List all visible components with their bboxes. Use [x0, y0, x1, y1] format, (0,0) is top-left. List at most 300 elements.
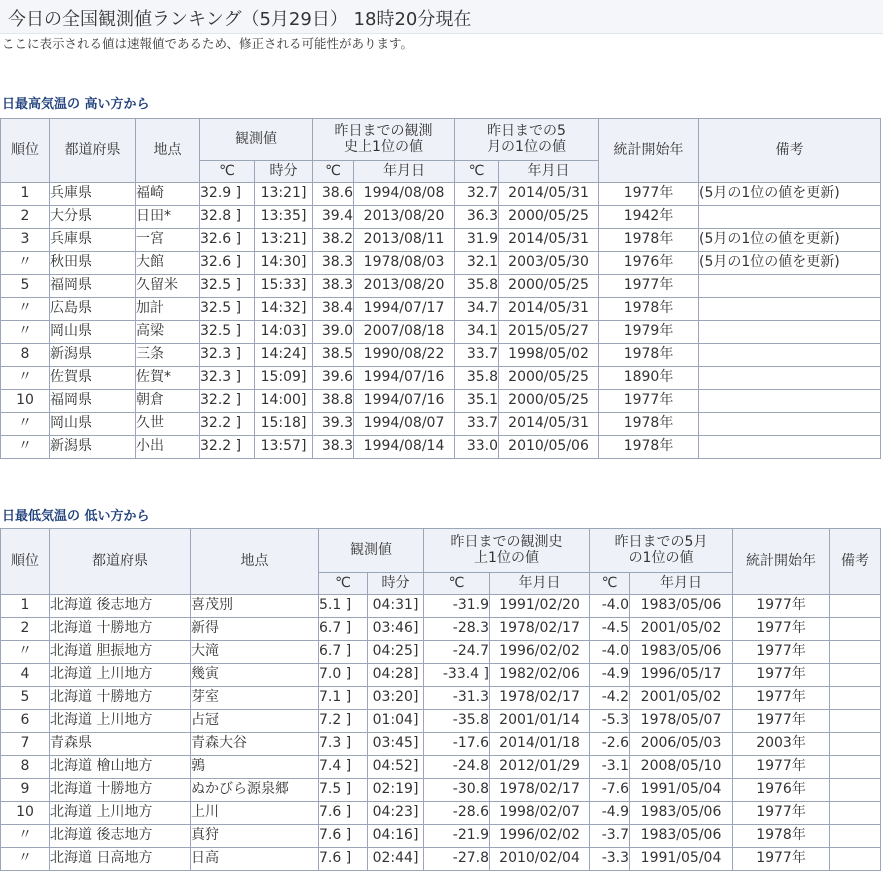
observed-time-cell: 04:16] [368, 825, 424, 848]
prefecture-cell: 北海道 胆振地方 [50, 641, 191, 664]
rank-cell: 〃 [1, 436, 50, 459]
month-record-temp-cell: -7.6 [590, 779, 630, 802]
prefecture-cell: 福岡県 [50, 275, 136, 298]
record-date-cell: 1990/08/22 [354, 344, 455, 367]
rank-cell: 5 [1, 687, 50, 710]
table-row [1, 344, 881, 367]
table-row [1, 321, 881, 344]
month-record-date-cell: 1983/05/06 [630, 641, 733, 664]
header-rank: 順位 [1, 529, 50, 595]
start-year-cell: 1978年 [599, 229, 699, 252]
prefecture-cell: 広島県 [50, 298, 136, 321]
observed-time-cell: 02:44] [368, 848, 424, 871]
remarks-cell [830, 848, 881, 871]
header-start-year: 統計開始年 [599, 119, 699, 183]
place-cell: 朝倉 [136, 390, 200, 413]
header-sub-month-date: 年月日 [499, 161, 599, 183]
record-temp-cell: 38.4 [313, 298, 354, 321]
table-row [1, 298, 881, 321]
rank-cell: 9 [1, 779, 50, 802]
prefecture-cell: 大分県 [50, 206, 136, 229]
rank-cell: 〃 [1, 413, 50, 436]
observed-temp-cell: 32.2 ] [200, 436, 255, 459]
remarks-cell [699, 367, 881, 390]
record-date-cell: 1978/02/17 [490, 618, 590, 641]
place-cell: 一宮 [136, 229, 200, 252]
record-temp-cell: -24.8 [424, 756, 490, 779]
record-date-cell: 1994/07/16 [354, 367, 455, 390]
month-record-date-cell: 2014/05/31 [499, 229, 599, 252]
rank-cell: 〃 [1, 367, 50, 390]
record-temp-cell: 39.0 [313, 321, 354, 344]
month-record-temp-cell: 32.7 [455, 183, 499, 206]
observed-temp-cell: 7.2 ] [319, 710, 368, 733]
observed-time-cell: 03:45] [368, 733, 424, 756]
month-record-temp-cell: 36.3 [455, 206, 499, 229]
high-temp-table [0, 118, 881, 459]
rank-cell: 〃 [1, 321, 50, 344]
month-record-temp-cell: -4.9 [590, 664, 630, 687]
record-temp-cell: -17.6 [424, 733, 490, 756]
rank-cell: 2 [1, 618, 50, 641]
observed-time-cell: 02:19] [368, 779, 424, 802]
rank-cell: 3 [1, 229, 50, 252]
place-cell: ぬかびら源泉郷 [191, 779, 319, 802]
remarks-cell [699, 206, 881, 229]
observed-temp-cell: 6.7 ] [319, 618, 368, 641]
observed-time-cell: 04:52] [368, 756, 424, 779]
table-row [1, 802, 881, 825]
prefecture-cell: 北海道 十勝地方 [50, 687, 191, 710]
header-rank: 順位 [1, 119, 50, 183]
table-row [1, 687, 881, 710]
start-year-cell: 1976年 [733, 779, 830, 802]
start-year-cell: 1977年 [599, 275, 699, 298]
record-temp-cell: -28.6 [424, 802, 490, 825]
header-prefecture: 都道府県 [50, 119, 136, 183]
place-cell: 真狩 [191, 825, 319, 848]
prefecture-cell: 佐賀県 [50, 367, 136, 390]
start-year-cell: 1978年 [599, 298, 699, 321]
table-row [1, 848, 881, 871]
observed-temp-cell: 32.6 ] [200, 229, 255, 252]
observed-temp-cell: 7.5 ] [319, 779, 368, 802]
observed-temp-cell: 32.2 ] [200, 413, 255, 436]
observed-time-cell: 04:25] [368, 641, 424, 664]
observed-temp-cell: 7.1 ] [319, 687, 368, 710]
observed-temp-cell: 32.9 ] [200, 183, 255, 206]
place-cell: 新得 [191, 618, 319, 641]
table-row [1, 756, 881, 779]
observed-temp-cell: 32.2 ] [200, 390, 255, 413]
header-record-all: 昨日までの観測史上1位の値 [424, 529, 590, 573]
header-remarks: 備考 [830, 529, 881, 595]
prefecture-cell: 秋田県 [50, 252, 136, 275]
record-temp-cell: -27.8 [424, 848, 490, 871]
rank-cell: 8 [1, 344, 50, 367]
prefecture-cell: 兵庫県 [50, 229, 136, 252]
remarks-cell: (5月の1位の値を更新) [699, 229, 881, 252]
record-temp-cell: -28.3 [424, 618, 490, 641]
month-record-temp-cell: -3.7 [590, 825, 630, 848]
observed-time-cell: 13:35] [255, 206, 313, 229]
header-observed: 観測値 [200, 119, 313, 161]
table-row [1, 436, 881, 459]
observed-temp-cell: 32.5 ] [200, 321, 255, 344]
prefecture-cell: 北海道 後志地方 [50, 595, 191, 618]
place-cell: 鶉 [191, 756, 319, 779]
month-record-date-cell: 2006/05/03 [630, 733, 733, 756]
start-year-cell: 1890年 [599, 367, 699, 390]
month-record-date-cell: 1978/05/07 [630, 710, 733, 733]
month-record-temp-cell: 35.1 [455, 390, 499, 413]
month-record-date-cell: 2014/05/31 [499, 183, 599, 206]
prefecture-cell: 北海道 上川地方 [50, 710, 191, 733]
month-record-temp-cell: 35.8 [455, 367, 499, 390]
observed-time-cell: 14:03] [255, 321, 313, 344]
table-row [1, 275, 881, 298]
observed-temp-cell: 7.6 ] [319, 848, 368, 871]
record-temp-cell: 38.2 [313, 229, 354, 252]
month-record-date-cell: 1983/05/06 [630, 802, 733, 825]
record-temp-cell: 38.5 [313, 344, 354, 367]
month-record-temp-cell: -5.3 [590, 710, 630, 733]
table-row [1, 206, 881, 229]
observed-time-cell: 03:46] [368, 618, 424, 641]
month-record-date-cell: 1998/05/02 [499, 344, 599, 367]
observed-time-cell: 04:28] [368, 664, 424, 687]
header-prefecture: 都道府県 [50, 529, 191, 595]
prefecture-cell: 兵庫県 [50, 183, 136, 206]
place-cell: 上川 [191, 802, 319, 825]
month-record-temp-cell: 33.7 [455, 413, 499, 436]
observed-time-cell: 14:24] [255, 344, 313, 367]
header-place: 地点 [191, 529, 319, 595]
record-temp-cell: -31.9 [424, 595, 490, 618]
record-date-cell: 2001/01/14 [490, 710, 590, 733]
table-row [1, 413, 881, 436]
observed-time-cell: 01:04] [368, 710, 424, 733]
month-record-date-cell: 2015/05/27 [499, 321, 599, 344]
start-year-cell: 1977年 [733, 595, 830, 618]
place-cell: 日高 [191, 848, 319, 871]
rank-cell: 7 [1, 733, 50, 756]
remarks-cell [699, 298, 881, 321]
observed-time-cell: 13:57] [255, 436, 313, 459]
record-date-cell: 1994/07/17 [354, 298, 455, 321]
record-date-cell: 1994/07/16 [354, 390, 455, 413]
remarks-cell [699, 436, 881, 459]
start-year-cell: 1978年 [599, 413, 699, 436]
start-year-cell: 1978年 [599, 436, 699, 459]
record-date-cell: 1991/02/20 [490, 595, 590, 618]
start-year-cell: 1976年 [599, 252, 699, 275]
start-year-cell: 1977年 [733, 664, 830, 687]
table-row [1, 825, 881, 848]
observed-time-cell: 14:30] [255, 252, 313, 275]
observed-time-cell: 14:32] [255, 298, 313, 321]
observed-time-cell: 13:21] [255, 183, 313, 206]
observed-temp-cell: 7.4 ] [319, 756, 368, 779]
record-date-cell: 2013/08/20 [354, 275, 455, 298]
prefecture-cell: 北海道 上川地方 [50, 802, 191, 825]
observed-temp-cell: 32.6 ] [200, 252, 255, 275]
month-record-temp-cell: 32.1 [455, 252, 499, 275]
remarks-cell [830, 595, 881, 618]
record-temp-cell: -35.8 [424, 710, 490, 733]
record-date-cell: 2013/08/20 [354, 206, 455, 229]
table-row [1, 390, 881, 413]
record-date-cell: 1978/02/17 [490, 779, 590, 802]
start-year-cell: 1942年 [599, 206, 699, 229]
place-cell: 久世 [136, 413, 200, 436]
observed-time-cell: 15:33] [255, 275, 313, 298]
observed-time-cell: 13:21] [255, 229, 313, 252]
rank-cell: 6 [1, 710, 50, 733]
header-sub-month-temp: ℃ [455, 161, 499, 183]
record-temp-cell: -24.7 [424, 641, 490, 664]
start-year-cell: 1977年 [733, 802, 830, 825]
month-record-temp-cell: 34.1 [455, 321, 499, 344]
start-year-cell: 1977年 [733, 687, 830, 710]
header-sub-month-temp: ℃ [590, 573, 630, 595]
record-temp-cell: 38.3 [313, 252, 354, 275]
header-sub-temp: ℃ [200, 161, 255, 183]
observed-time-cell: 15:09] [255, 367, 313, 390]
prefecture-cell: 北海道 日高地方 [50, 848, 191, 871]
record-date-cell: 1996/02/02 [490, 825, 590, 848]
observed-time-cell: 14:00] [255, 390, 313, 413]
record-date-cell: 1978/02/17 [490, 687, 590, 710]
month-record-temp-cell: 31.9 [455, 229, 499, 252]
month-record-temp-cell: 33.7 [455, 344, 499, 367]
record-date-cell: 2013/08/11 [354, 229, 455, 252]
month-record-date-cell: 1983/05/06 [630, 825, 733, 848]
table-row [1, 595, 881, 618]
rank-cell: 〃 [1, 848, 50, 871]
record-date-cell: 2007/08/18 [354, 321, 455, 344]
table-row [1, 618, 881, 641]
observed-temp-cell: 5.1 ] [319, 595, 368, 618]
observed-temp-cell: 32.3 ] [200, 367, 255, 390]
header-sub-record-date: 年月日 [490, 573, 590, 595]
header-observed: 観測値 [319, 529, 424, 573]
record-date-cell: 1978/08/03 [354, 252, 455, 275]
place-cell: 大滝 [191, 641, 319, 664]
month-record-date-cell: 1991/05/04 [630, 779, 733, 802]
header-start-year: 統計開始年 [733, 529, 830, 595]
header-place: 地点 [136, 119, 200, 183]
observed-temp-cell: 7.6 ] [319, 825, 368, 848]
remarks-cell [699, 321, 881, 344]
header-sub-record-temp: ℃ [313, 161, 354, 183]
observed-time-cell: 04:23] [368, 802, 424, 825]
table-row [1, 779, 881, 802]
record-date-cell: 2012/01/29 [490, 756, 590, 779]
place-cell: 佐賀* [136, 367, 200, 390]
start-year-cell: 1977年 [599, 390, 699, 413]
month-record-date-cell: 2001/05/02 [630, 618, 733, 641]
table-row [1, 367, 881, 390]
observed-temp-cell: 32.5 ] [200, 298, 255, 321]
record-date-cell: 1994/08/08 [354, 183, 455, 206]
disclaimer-note: ここに表示される値は速報値であるため、修正される可能性があります。 [2, 36, 414, 51]
prefecture-cell: 岡山県 [50, 321, 136, 344]
month-record-date-cell: 2014/05/31 [499, 413, 599, 436]
remarks-cell [830, 756, 881, 779]
start-year-cell: 1978年 [733, 825, 830, 848]
record-date-cell: 2014/01/18 [490, 733, 590, 756]
remarks-cell [699, 275, 881, 298]
rank-cell: 10 [1, 390, 50, 413]
month-record-date-cell: 2000/05/25 [499, 390, 599, 413]
table-row [1, 664, 881, 687]
place-cell: 占冠 [191, 710, 319, 733]
month-record-temp-cell: -2.6 [590, 733, 630, 756]
table-row [1, 710, 881, 733]
record-date-cell: 1982/02/06 [490, 664, 590, 687]
place-cell: 久留米 [136, 275, 200, 298]
place-cell: 加計 [136, 298, 200, 321]
month-record-temp-cell: -3.1 [590, 756, 630, 779]
remarks-cell [830, 733, 881, 756]
start-year-cell: 2003年 [733, 733, 830, 756]
start-year-cell: 1977年 [733, 756, 830, 779]
month-record-temp-cell: -4.0 [590, 641, 630, 664]
record-date-cell: 1994/08/14 [354, 436, 455, 459]
record-date-cell: 2010/02/04 [490, 848, 590, 871]
month-record-temp-cell: 33.0 [455, 436, 499, 459]
remarks-cell [830, 825, 881, 848]
record-temp-cell: 39.3 [313, 413, 354, 436]
place-cell: 幾寅 [191, 664, 319, 687]
table-row [1, 733, 881, 756]
remarks-cell: (5月の1位の値を更新) [699, 252, 881, 275]
month-record-date-cell: 2010/05/06 [499, 436, 599, 459]
table-row [1, 229, 881, 252]
month-record-date-cell: 2003/05/30 [499, 252, 599, 275]
start-year-cell: 1978年 [599, 344, 699, 367]
header-remarks: 備考 [699, 119, 881, 183]
rank-cell: 〃 [1, 825, 50, 848]
observed-temp-cell: 7.0 ] [319, 664, 368, 687]
record-temp-cell: 38.8 [313, 390, 354, 413]
rank-cell: 4 [1, 664, 50, 687]
prefecture-cell: 北海道 十勝地方 [50, 779, 191, 802]
remarks-cell [699, 413, 881, 436]
month-record-date-cell: 2000/05/25 [499, 275, 599, 298]
table-row [1, 641, 881, 664]
observed-temp-cell: 6.7 ] [319, 641, 368, 664]
header-sub-record-date: 年月日 [354, 161, 455, 183]
record-temp-cell: 39.6 [313, 367, 354, 390]
record-temp-cell: -30.8 [424, 779, 490, 802]
month-record-temp-cell: -3.3 [590, 848, 630, 871]
month-record-date-cell: 2014/05/31 [499, 298, 599, 321]
month-record-date-cell: 1983/05/06 [630, 595, 733, 618]
header-record-all: 昨日までの観測史上1位の値 [313, 119, 455, 161]
header-record-month: 昨日までの5月の1位の値 [590, 529, 733, 573]
remarks-cell [830, 618, 881, 641]
rank-cell: 8 [1, 756, 50, 779]
remarks-cell [830, 641, 881, 664]
month-record-date-cell: 1996/05/17 [630, 664, 733, 687]
record-date-cell: 1996/02/02 [490, 641, 590, 664]
month-record-temp-cell: 34.7 [455, 298, 499, 321]
header-sub-time: 時分 [368, 573, 424, 595]
remarks-cell [830, 687, 881, 710]
prefecture-cell: 北海道 上川地方 [50, 664, 191, 687]
rank-cell: 〃 [1, 641, 50, 664]
high-section-title: 日最高気温の 高い方から [2, 97, 150, 112]
remarks-cell [830, 779, 881, 802]
header-sub-temp: ℃ [319, 573, 368, 595]
record-temp-cell: -31.3 [424, 687, 490, 710]
header-record-month: 昨日までの5月の1位の値 [455, 119, 599, 161]
record-temp-cell: 38.3 [313, 275, 354, 298]
low-section-title: 日最低気温の 低い方から [2, 509, 150, 524]
record-temp-cell: 38.6 [313, 183, 354, 206]
prefecture-cell: 青森県 [50, 733, 191, 756]
observed-temp-cell: 32.3 ] [200, 344, 255, 367]
month-record-temp-cell: -4.9 [590, 802, 630, 825]
prefecture-cell: 北海道 十勝地方 [50, 618, 191, 641]
month-record-date-cell: 2001/05/02 [630, 687, 733, 710]
start-year-cell: 1977年 [733, 641, 830, 664]
start-year-cell: 1977年 [733, 618, 830, 641]
place-cell: 日田* [136, 206, 200, 229]
month-record-date-cell: 2000/05/25 [499, 367, 599, 390]
start-year-cell: 1979年 [599, 321, 699, 344]
record-temp-cell: -21.9 [424, 825, 490, 848]
observed-temp-cell: 32.5 ] [200, 275, 255, 298]
page-title: 今日の全国観測値ランキング（5月29日） 18時20分現在 [8, 9, 472, 30]
record-temp-cell: 39.4 [313, 206, 354, 229]
table-row [1, 252, 881, 275]
header-sub-record-temp: ℃ [424, 573, 490, 595]
remarks-cell [830, 664, 881, 687]
record-temp-cell: 38.3 [313, 436, 354, 459]
place-cell: 小出 [136, 436, 200, 459]
observed-temp-cell: 7.6 ] [319, 802, 368, 825]
rank-cell: 1 [1, 595, 50, 618]
observed-temp-cell: 32.8 ] [200, 206, 255, 229]
start-year-cell: 1977年 [733, 848, 830, 871]
observed-time-cell: 04:31] [368, 595, 424, 618]
header-sub-time: 時分 [255, 161, 313, 183]
month-record-date-cell: 2000/05/25 [499, 206, 599, 229]
record-temp-cell: -33.4 ] [424, 664, 490, 687]
month-record-date-cell: 1991/05/04 [630, 848, 733, 871]
place-cell: 高梁 [136, 321, 200, 344]
rank-cell: 〃 [1, 298, 50, 321]
month-record-temp-cell: -4.5 [590, 618, 630, 641]
header-sub-month-date: 年月日 [630, 573, 733, 595]
month-record-date-cell: 2008/05/10 [630, 756, 733, 779]
table-row [1, 183, 881, 206]
low-temp-table [0, 528, 881, 871]
prefecture-cell: 岡山県 [50, 413, 136, 436]
prefecture-cell: 新潟県 [50, 344, 136, 367]
remarks-cell [699, 344, 881, 367]
remarks-cell [830, 710, 881, 733]
record-date-cell: 1994/08/07 [354, 413, 455, 436]
prefecture-cell: 北海道 後志地方 [50, 825, 191, 848]
remarks-cell [699, 390, 881, 413]
start-year-cell: 1977年 [599, 183, 699, 206]
place-cell: 大館 [136, 252, 200, 275]
rank-cell: 5 [1, 275, 50, 298]
